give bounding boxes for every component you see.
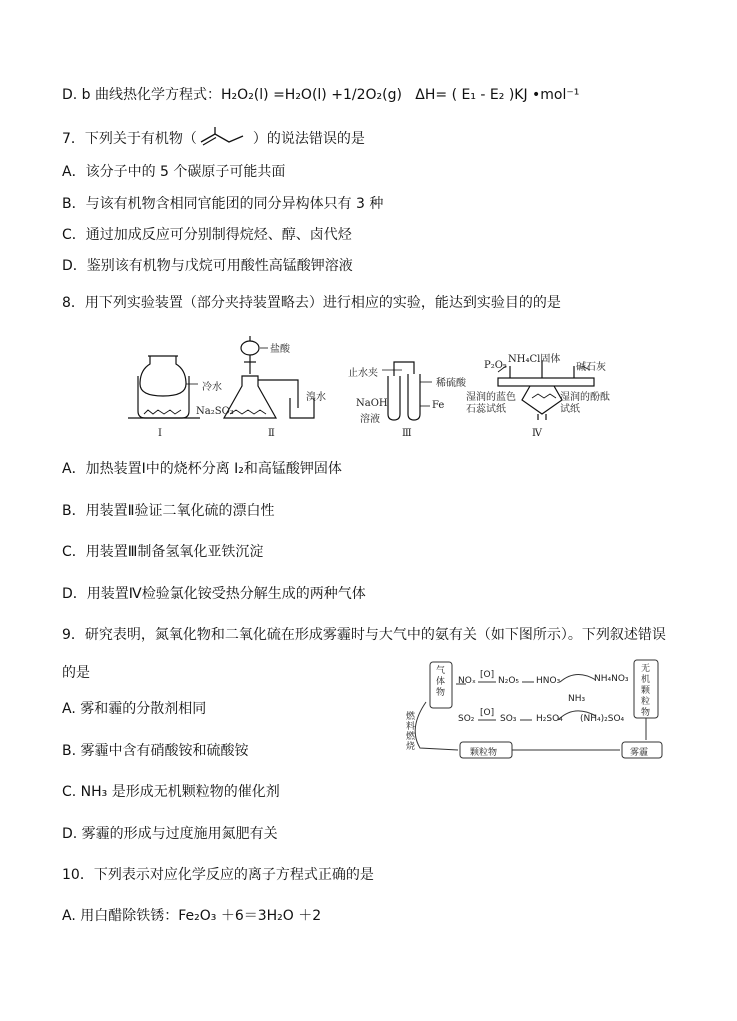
q9-option-c: C. NH₃ 是形成无机颗粒物的催化剂 bbox=[62, 784, 280, 800]
diagram-oxidation-2: [O] bbox=[480, 708, 495, 718]
q8-option-c: C．用装置Ⅲ制备氢氧化亚铁沉淀 bbox=[62, 544, 264, 560]
diagram-nh3: NH₃ bbox=[568, 694, 586, 704]
diagram-nox: NOₓ bbox=[458, 676, 476, 686]
diagram-n2o5: N₂O₅ bbox=[498, 676, 520, 686]
label-na2so3: Na₂SO₃ bbox=[196, 406, 234, 417]
diagram-oxidation-1: [O] bbox=[480, 670, 495, 680]
q7-option-b: B．与该有机物含相同官能团的同分异构体只有 3 种 bbox=[62, 196, 384, 212]
label-blue-litmus-1: 湿润的蓝色 bbox=[466, 392, 516, 403]
q7-stem-part-b: ）的说法错误的是 bbox=[252, 131, 365, 147]
label-naoh-solution: 溶液 bbox=[360, 414, 380, 425]
label-dilute-h2so4: 稀硫酸 bbox=[436, 378, 466, 389]
diagram-nh4no3: NH₄NO₃ bbox=[594, 674, 629, 684]
label-phenol-paper-2: 试纸 bbox=[560, 404, 580, 415]
q9-option-a: A. 雾和霾的分散剂相同 bbox=[62, 701, 207, 717]
q9-stem-line-1: 9．研究表明，氮氧化物和二氧化硫在形成雾霾时与大气中的氨有关（如下图所示）。下列叙述错误 bbox=[62, 627, 666, 643]
q8-apparatus-figure bbox=[120, 326, 680, 446]
q7-stem bbox=[62, 126, 365, 148]
q10-stem: 10．下列表示对应化学反应的离子方程式正确的是 bbox=[62, 867, 374, 883]
q8-stem: 8．用下列实验装置（部分夹持装置略去）进行相应的实验，能达到实验目的的是 bbox=[62, 295, 561, 311]
q9-option-b: B. 雾霾中含有硝酸铵和硫酸铵 bbox=[62, 743, 249, 759]
q7-option-d: D．鉴别该有机物与戊烷可用酸性高锰酸钾溶液 bbox=[62, 258, 353, 274]
q7-stem-part-a: 7．下列关于有机物（ bbox=[62, 131, 197, 147]
label-naoh: NaOH bbox=[356, 398, 388, 409]
q9-option-d: D. 雾霾的形成与过度施用氮肥有关 bbox=[62, 826, 278, 842]
skeletal-formula-icon bbox=[197, 126, 253, 148]
q9-haze-diagram bbox=[400, 656, 672, 764]
label-fe: Fe bbox=[432, 400, 445, 411]
q7-option-a: A．该分子中的 5 个碳原子可能共面 bbox=[62, 164, 286, 180]
q7-option-c: C．通过加成反应可分别制得烷烃、醇、卤代烃 bbox=[62, 227, 352, 243]
label-p2o5: P₂O₅ bbox=[484, 360, 507, 371]
label-apparatus-4: Ⅳ bbox=[532, 428, 542, 439]
label-nh4cl: NH₄Cl固体 bbox=[508, 354, 561, 365]
q6-option-d-equation: H₂O₂(l) =H₂O(l) +1/2O₂(g) bbox=[221, 87, 402, 103]
label-hcl: 盐酸 bbox=[270, 344, 290, 355]
diagram-h2so4: H₂SO₄ bbox=[536, 714, 563, 724]
diagram-particles: 颗粒物 bbox=[470, 748, 498, 758]
q10-option-a: A. 用白醋除铁锈：Fe₂O₃ ＋6＝3H₂O ＋2 bbox=[62, 908, 322, 924]
label-apparatus-2: Ⅱ bbox=[268, 428, 275, 439]
diagram-fuel-burning: 燃料燃烧 bbox=[406, 712, 416, 752]
q8-option-d: D．用装置Ⅳ检验氯化铵受热分解生成的两种气体 bbox=[62, 586, 366, 602]
q9-stem-line-2: 的是 bbox=[62, 665, 90, 681]
diagram-hno3: HNO₃ bbox=[536, 676, 561, 686]
label-bromine-water: 溴水 bbox=[306, 392, 326, 403]
diagram-so2: SO₂ bbox=[458, 714, 475, 724]
diagram-inorganic-particles: 无机颗粒物 bbox=[641, 664, 651, 718]
label-apparatus-1: Ⅰ bbox=[158, 428, 162, 439]
label-apparatus-3: Ⅲ bbox=[402, 428, 412, 439]
q8-option-b: B．用装置Ⅱ验证二氧化硫的漂白性 bbox=[62, 503, 275, 519]
diagram-nh4-2-so4: (NH₄)₂SO₄ bbox=[580, 714, 625, 724]
label-soda-lime: 碱石灰 bbox=[576, 362, 606, 373]
diagram-gas-box: 气体物 bbox=[436, 666, 446, 698]
q6-option-d-delta-h: ΔH= ( E₁ - E₂ )KJ •mol⁻¹ bbox=[415, 87, 580, 103]
diagram-haze: 雾霾 bbox=[630, 748, 649, 758]
q6-option-d bbox=[62, 86, 579, 104]
label-cold-water: 冷水 bbox=[202, 382, 222, 393]
label-blue-litmus-2: 石蕊试纸 bbox=[466, 404, 506, 415]
diagram-so3: SO₃ bbox=[500, 714, 517, 724]
q8-option-a: A．加热装置Ⅰ中的烧杯分离 I₂和高锰酸钾固体 bbox=[62, 461, 342, 477]
q6-option-d-prefix: D. b 曲线热化学方程式： bbox=[62, 87, 222, 103]
label-clamp: 止水夹 bbox=[348, 368, 378, 379]
label-phenol-paper-1: 湿润的酚酞 bbox=[560, 392, 610, 403]
